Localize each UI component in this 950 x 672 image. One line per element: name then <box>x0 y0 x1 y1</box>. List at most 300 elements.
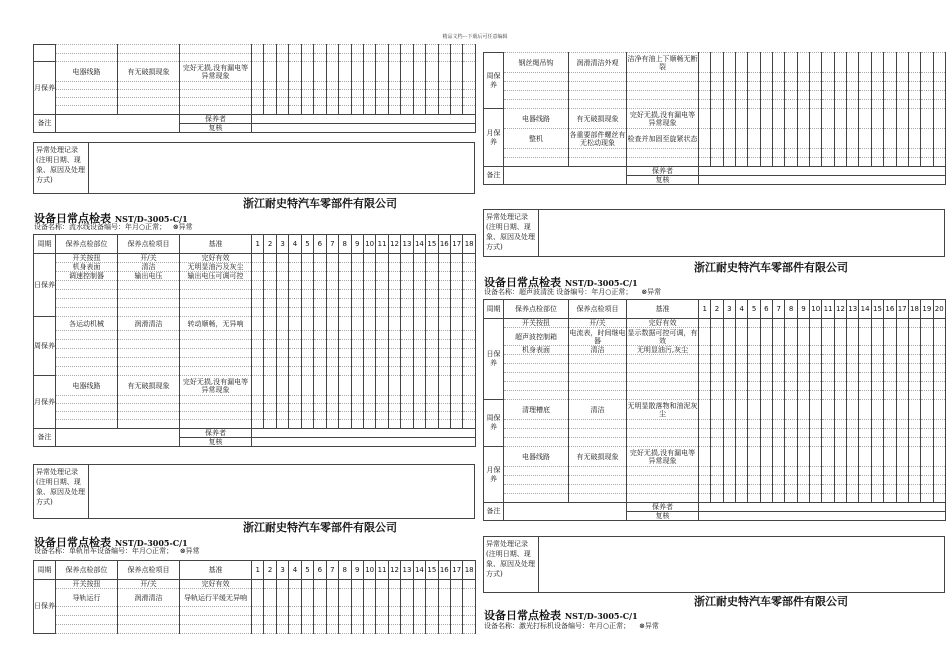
day-check-cell[interactable] <box>748 319 760 328</box>
day-check-cell[interactable] <box>413 376 425 396</box>
day-check-cell[interactable] <box>723 319 735 328</box>
day-check-cell[interactable] <box>388 62 400 82</box>
day-check-cell[interactable] <box>896 73 908 82</box>
day-check-cell[interactable] <box>438 616 450 625</box>
day-check-cell[interactable] <box>760 391 772 400</box>
day-check-cell[interactable] <box>351 317 363 331</box>
day-check-cell[interactable] <box>463 420 475 429</box>
day-check-cell[interactable] <box>463 290 475 299</box>
day-check-cell[interactable] <box>921 447 933 467</box>
day-check-cell[interactable] <box>376 290 388 299</box>
day-check-cell[interactable] <box>326 98 338 106</box>
day-check-cell[interactable] <box>896 129 908 149</box>
day-check-cell[interactable] <box>339 308 351 317</box>
day-check-cell[interactable] <box>847 485 859 494</box>
day-check-cell[interactable] <box>723 494 735 503</box>
day-check-cell[interactable] <box>413 290 425 299</box>
day-check-cell[interactable] <box>711 149 723 158</box>
day-check-cell[interactable] <box>760 438 772 447</box>
day-check-cell[interactable] <box>401 404 413 412</box>
day-check-cell[interactable] <box>933 346 945 355</box>
day-check-cell[interactable] <box>463 281 475 290</box>
day-check-cell[interactable] <box>264 396 276 404</box>
day-check-cell[interactable] <box>376 45 388 54</box>
day-check-cell[interactable] <box>401 358 413 367</box>
day-check-cell[interactable] <box>834 109 846 129</box>
day-check-cell[interactable] <box>339 607 351 616</box>
day-check-cell[interactable] <box>314 45 326 54</box>
day-check-cell[interactable] <box>438 263 450 272</box>
day-check-cell[interactable] <box>289 281 301 290</box>
day-check-cell[interactable] <box>797 319 809 328</box>
day-check-cell[interactable] <box>276 281 288 290</box>
day-check-cell[interactable] <box>401 317 413 331</box>
day-check-cell[interactable] <box>463 412 475 420</box>
day-check-cell[interactable] <box>822 328 834 346</box>
day-check-cell[interactable] <box>921 355 933 364</box>
day-check-cell[interactable] <box>426 299 438 308</box>
day-check-cell[interactable] <box>351 367 363 376</box>
day-check-cell[interactable] <box>785 382 797 391</box>
day-check-cell[interactable] <box>921 149 933 158</box>
day-check-cell[interactable] <box>326 281 338 290</box>
day-check-cell[interactable] <box>933 158 945 167</box>
day-check-cell[interactable] <box>896 53 908 73</box>
day-check-cell[interactable] <box>896 100 908 109</box>
day-check-cell[interactable] <box>426 254 438 263</box>
day-check-cell[interactable] <box>413 317 425 331</box>
day-check-cell[interactable] <box>301 607 313 616</box>
day-check-cell[interactable] <box>376 317 388 331</box>
day-check-cell[interactable] <box>736 73 748 82</box>
day-check-cell[interactable] <box>921 429 933 438</box>
day-check-cell[interactable] <box>810 346 822 355</box>
day-check-cell[interactable] <box>921 494 933 503</box>
day-check-cell[interactable] <box>834 73 846 82</box>
day-check-cell[interactable] <box>810 149 822 158</box>
day-check-cell[interactable] <box>834 420 846 429</box>
day-check-cell[interactable] <box>426 308 438 317</box>
day-check-cell[interactable] <box>289 263 301 272</box>
day-check-cell[interactable] <box>785 400 797 420</box>
day-check-cell[interactable] <box>933 328 945 346</box>
day-check-cell[interactable] <box>847 400 859 420</box>
day-check-cell[interactable] <box>847 158 859 167</box>
day-check-cell[interactable] <box>736 429 748 438</box>
day-check-cell[interactable] <box>351 254 363 263</box>
day-check-cell[interactable] <box>921 438 933 447</box>
day-check-cell[interactable] <box>908 82 920 91</box>
day-check-cell[interactable] <box>413 62 425 82</box>
day-check-cell[interactable] <box>451 308 463 317</box>
day-check-cell[interactable] <box>314 254 326 263</box>
day-check-cell[interactable] <box>760 467 772 476</box>
day-check-cell[interactable] <box>773 447 785 467</box>
day-check-cell[interactable] <box>810 420 822 429</box>
day-check-cell[interactable] <box>847 391 859 400</box>
day-check-cell[interactable] <box>413 98 425 106</box>
day-check-cell[interactable] <box>736 438 748 447</box>
day-check-cell[interactable] <box>376 580 388 589</box>
day-check-cell[interactable] <box>339 263 351 272</box>
day-check-cell[interactable] <box>871 346 883 355</box>
day-check-cell[interactable] <box>822 73 834 82</box>
day-check-cell[interactable] <box>810 109 822 129</box>
day-check-cell[interactable] <box>797 373 809 382</box>
day-check-cell[interactable] <box>810 373 822 382</box>
day-check-cell[interactable] <box>363 45 375 54</box>
day-check-cell[interactable] <box>896 346 908 355</box>
day-check-cell[interactable] <box>264 263 276 272</box>
day-check-cell[interactable] <box>276 308 288 317</box>
day-check-cell[interactable] <box>773 319 785 328</box>
day-check-cell[interactable] <box>736 447 748 467</box>
day-check-cell[interactable] <box>276 106 288 115</box>
day-check-cell[interactable] <box>785 391 797 400</box>
day-check-cell[interactable] <box>921 364 933 373</box>
day-check-cell[interactable] <box>711 328 723 346</box>
day-check-cell[interactable] <box>401 580 413 589</box>
day-check-cell[interactable] <box>326 589 338 607</box>
day-check-cell[interactable] <box>834 91 846 100</box>
day-check-cell[interactable] <box>723 438 735 447</box>
day-check-cell[interactable] <box>871 447 883 467</box>
day-check-cell[interactable] <box>736 364 748 373</box>
day-check-cell[interactable] <box>785 73 797 82</box>
day-check-cell[interactable] <box>859 355 871 364</box>
day-check-cell[interactable] <box>933 129 945 149</box>
day-check-cell[interactable] <box>711 447 723 467</box>
day-check-cell[interactable] <box>413 412 425 420</box>
day-check-cell[interactable] <box>834 82 846 91</box>
day-check-cell[interactable] <box>401 308 413 317</box>
day-check-cell[interactable] <box>276 340 288 349</box>
day-check-cell[interactable] <box>289 254 301 263</box>
day-check-cell[interactable] <box>921 373 933 382</box>
day-check-cell[interactable] <box>834 53 846 73</box>
day-check-cell[interactable] <box>748 364 760 373</box>
day-check-cell[interactable] <box>822 467 834 476</box>
day-check-cell[interactable] <box>834 467 846 476</box>
day-check-cell[interactable] <box>413 580 425 589</box>
day-check-cell[interactable] <box>413 281 425 290</box>
day-check-cell[interactable] <box>921 382 933 391</box>
day-check-cell[interactable] <box>451 349 463 358</box>
day-check-cell[interactable] <box>401 420 413 429</box>
day-check-cell[interactable] <box>810 91 822 100</box>
day-check-cell[interactable] <box>748 476 760 485</box>
day-check-cell[interactable] <box>748 485 760 494</box>
day-check-cell[interactable] <box>834 328 846 346</box>
day-check-cell[interactable] <box>376 412 388 420</box>
day-check-cell[interactable] <box>834 485 846 494</box>
day-check-cell[interactable] <box>884 364 896 373</box>
day-check-cell[interactable] <box>736 494 748 503</box>
day-check-cell[interactable] <box>451 412 463 420</box>
day-check-cell[interactable] <box>339 331 351 340</box>
day-check-cell[interactable] <box>252 281 264 290</box>
day-check-cell[interactable] <box>847 447 859 467</box>
day-check-cell[interactable] <box>301 281 313 290</box>
day-check-cell[interactable] <box>376 254 388 263</box>
day-check-cell[interactable] <box>760 373 772 382</box>
day-check-cell[interactable] <box>276 98 288 106</box>
day-check-cell[interactable] <box>326 616 338 625</box>
day-check-cell[interactable] <box>699 391 711 400</box>
day-check-cell[interactable] <box>401 263 413 272</box>
day-check-cell[interactable] <box>339 281 351 290</box>
day-check-cell[interactable] <box>884 467 896 476</box>
day-check-cell[interactable] <box>847 494 859 503</box>
day-check-cell[interactable] <box>871 53 883 73</box>
day-check-cell[interactable] <box>463 376 475 396</box>
day-check-cell[interactable] <box>760 109 772 129</box>
day-check-cell[interactable] <box>301 376 313 396</box>
day-check-cell[interactable] <box>822 447 834 467</box>
day-check-cell[interactable] <box>252 317 264 331</box>
day-check-cell[interactable] <box>797 355 809 364</box>
day-check-cell[interactable] <box>847 328 859 346</box>
day-check-cell[interactable] <box>276 299 288 308</box>
day-check-cell[interactable] <box>276 90 288 98</box>
day-check-cell[interactable] <box>351 45 363 54</box>
day-check-cell[interactable] <box>413 367 425 376</box>
day-check-cell[interactable] <box>326 412 338 420</box>
day-check-cell[interactable] <box>896 485 908 494</box>
day-check-cell[interactable] <box>822 100 834 109</box>
day-check-cell[interactable] <box>326 272 338 281</box>
day-check-cell[interactable] <box>314 331 326 340</box>
day-check-cell[interactable] <box>363 607 375 616</box>
day-check-cell[interactable] <box>908 467 920 476</box>
day-check-cell[interactable] <box>847 91 859 100</box>
day-check-cell[interactable] <box>401 254 413 263</box>
day-check-cell[interactable] <box>388 412 400 420</box>
day-check-cell[interactable] <box>301 45 313 54</box>
day-check-cell[interactable] <box>884 91 896 100</box>
day-check-cell[interactable] <box>773 438 785 447</box>
day-check-cell[interactable] <box>908 391 920 400</box>
day-check-cell[interactable] <box>388 404 400 412</box>
day-check-cell[interactable] <box>289 396 301 404</box>
day-check-cell[interactable] <box>451 376 463 396</box>
day-check-cell[interactable] <box>413 82 425 90</box>
day-check-cell[interactable] <box>264 404 276 412</box>
day-check-cell[interactable] <box>388 616 400 625</box>
day-check-cell[interactable] <box>351 616 363 625</box>
day-check-cell[interactable] <box>351 54 363 62</box>
day-check-cell[interactable] <box>301 82 313 90</box>
day-check-cell[interactable] <box>351 331 363 340</box>
reviewer-sign-cell[interactable] <box>699 176 946 185</box>
day-check-cell[interactable] <box>426 90 438 98</box>
day-check-cell[interactable] <box>463 299 475 308</box>
day-check-cell[interactable] <box>773 364 785 373</box>
day-check-cell[interactable] <box>388 420 400 429</box>
day-check-cell[interactable] <box>785 328 797 346</box>
day-check-cell[interactable] <box>711 346 723 355</box>
day-check-cell[interactable] <box>463 90 475 98</box>
day-check-cell[interactable] <box>859 391 871 400</box>
day-check-cell[interactable] <box>388 299 400 308</box>
day-check-cell[interactable] <box>376 263 388 272</box>
day-check-cell[interactable] <box>252 376 264 396</box>
day-check-cell[interactable] <box>921 420 933 429</box>
day-check-cell[interactable] <box>760 158 772 167</box>
day-check-cell[interactable] <box>339 45 351 54</box>
day-check-cell[interactable] <box>834 129 846 149</box>
day-check-cell[interactable] <box>463 358 475 367</box>
day-check-cell[interactable] <box>723 355 735 364</box>
day-check-cell[interactable] <box>451 340 463 349</box>
day-check-cell[interactable] <box>723 373 735 382</box>
day-check-cell[interactable] <box>797 382 809 391</box>
day-check-cell[interactable] <box>871 373 883 382</box>
day-check-cell[interactable] <box>921 73 933 82</box>
day-check-cell[interactable] <box>351 98 363 106</box>
day-check-cell[interactable] <box>896 109 908 129</box>
day-check-cell[interactable] <box>401 616 413 625</box>
day-check-cell[interactable] <box>413 396 425 404</box>
day-check-cell[interactable] <box>289 367 301 376</box>
day-check-cell[interactable] <box>785 100 797 109</box>
maintainer-sign-cell[interactable] <box>699 167 946 176</box>
day-check-cell[interactable] <box>413 254 425 263</box>
day-check-cell[interactable] <box>301 308 313 317</box>
day-check-cell[interactable] <box>859 328 871 346</box>
day-check-cell[interactable] <box>438 281 450 290</box>
day-check-cell[interactable] <box>822 494 834 503</box>
day-check-cell[interactable] <box>376 82 388 90</box>
day-check-cell[interactable] <box>884 429 896 438</box>
day-check-cell[interactable] <box>785 373 797 382</box>
day-check-cell[interactable] <box>413 607 425 616</box>
day-check-cell[interactable] <box>264 625 276 634</box>
day-check-cell[interactable] <box>252 412 264 420</box>
day-check-cell[interactable] <box>301 263 313 272</box>
day-check-cell[interactable] <box>426 317 438 331</box>
day-check-cell[interactable] <box>314 367 326 376</box>
day-check-cell[interactable] <box>736 400 748 420</box>
day-check-cell[interactable] <box>773 355 785 364</box>
day-check-cell[interactable] <box>326 82 338 90</box>
day-check-cell[interactable] <box>748 346 760 355</box>
day-check-cell[interactable] <box>252 349 264 358</box>
day-check-cell[interactable] <box>339 290 351 299</box>
day-check-cell[interactable] <box>413 299 425 308</box>
day-check-cell[interactable] <box>413 625 425 634</box>
day-check-cell[interactable] <box>773 373 785 382</box>
day-check-cell[interactable] <box>314 625 326 634</box>
day-check-cell[interactable] <box>363 281 375 290</box>
day-check-cell[interactable] <box>314 607 326 616</box>
day-check-cell[interactable] <box>426 607 438 616</box>
day-check-cell[interactable] <box>276 317 288 331</box>
day-check-cell[interactable] <box>289 616 301 625</box>
day-check-cell[interactable] <box>933 400 945 420</box>
day-check-cell[interactable] <box>388 98 400 106</box>
day-check-cell[interactable] <box>859 109 871 129</box>
day-check-cell[interactable] <box>723 100 735 109</box>
day-check-cell[interactable] <box>859 82 871 91</box>
day-check-cell[interactable] <box>326 404 338 412</box>
day-check-cell[interactable] <box>264 349 276 358</box>
day-check-cell[interactable] <box>797 400 809 420</box>
day-check-cell[interactable] <box>351 589 363 607</box>
day-check-cell[interactable] <box>699 73 711 82</box>
day-check-cell[interactable] <box>401 625 413 634</box>
day-check-cell[interactable] <box>810 82 822 91</box>
day-check-cell[interactable] <box>363 412 375 420</box>
day-check-cell[interactable] <box>908 346 920 355</box>
day-check-cell[interactable] <box>339 349 351 358</box>
day-check-cell[interactable] <box>289 54 301 62</box>
day-check-cell[interactable] <box>847 467 859 476</box>
day-check-cell[interactable] <box>711 355 723 364</box>
day-check-cell[interactable] <box>401 589 413 607</box>
day-check-cell[interactable] <box>252 98 264 106</box>
day-check-cell[interactable] <box>810 391 822 400</box>
day-check-cell[interactable] <box>351 281 363 290</box>
day-check-cell[interactable] <box>276 367 288 376</box>
day-check-cell[interactable] <box>896 319 908 328</box>
day-check-cell[interactable] <box>326 376 338 396</box>
day-check-cell[interactable] <box>463 54 475 62</box>
day-check-cell[interactable] <box>723 149 735 158</box>
day-check-cell[interactable] <box>363 299 375 308</box>
day-check-cell[interactable] <box>314 349 326 358</box>
day-check-cell[interactable] <box>859 346 871 355</box>
day-check-cell[interactable] <box>736 420 748 429</box>
day-check-cell[interactable] <box>314 616 326 625</box>
day-check-cell[interactable] <box>276 349 288 358</box>
day-check-cell[interactable] <box>276 82 288 90</box>
day-check-cell[interactable] <box>797 82 809 91</box>
day-check-cell[interactable] <box>810 319 822 328</box>
day-check-cell[interactable] <box>871 158 883 167</box>
day-check-cell[interactable] <box>264 358 276 367</box>
day-check-cell[interactable] <box>773 429 785 438</box>
day-check-cell[interactable] <box>252 607 264 616</box>
day-check-cell[interactable] <box>908 364 920 373</box>
day-check-cell[interactable] <box>339 404 351 412</box>
day-check-cell[interactable] <box>884 100 896 109</box>
day-check-cell[interactable] <box>388 54 400 62</box>
day-check-cell[interactable] <box>748 109 760 129</box>
day-check-cell[interactable] <box>884 485 896 494</box>
day-check-cell[interactable] <box>314 281 326 290</box>
day-check-cell[interactable] <box>463 349 475 358</box>
day-check-cell[interactable] <box>847 73 859 82</box>
day-check-cell[interactable] <box>736 129 748 149</box>
day-check-cell[interactable] <box>847 420 859 429</box>
day-check-cell[interactable] <box>847 100 859 109</box>
day-check-cell[interactable] <box>264 376 276 396</box>
day-check-cell[interactable] <box>908 109 920 129</box>
day-check-cell[interactable] <box>451 367 463 376</box>
day-check-cell[interactable] <box>933 467 945 476</box>
day-check-cell[interactable] <box>736 319 748 328</box>
day-check-cell[interactable] <box>289 404 301 412</box>
day-check-cell[interactable] <box>351 290 363 299</box>
day-check-cell[interactable] <box>748 467 760 476</box>
day-check-cell[interactable] <box>326 580 338 589</box>
day-check-cell[interactable] <box>834 447 846 467</box>
day-check-cell[interactable] <box>388 580 400 589</box>
day-check-cell[interactable] <box>264 367 276 376</box>
day-check-cell[interactable] <box>748 53 760 73</box>
day-check-cell[interactable] <box>301 62 313 82</box>
